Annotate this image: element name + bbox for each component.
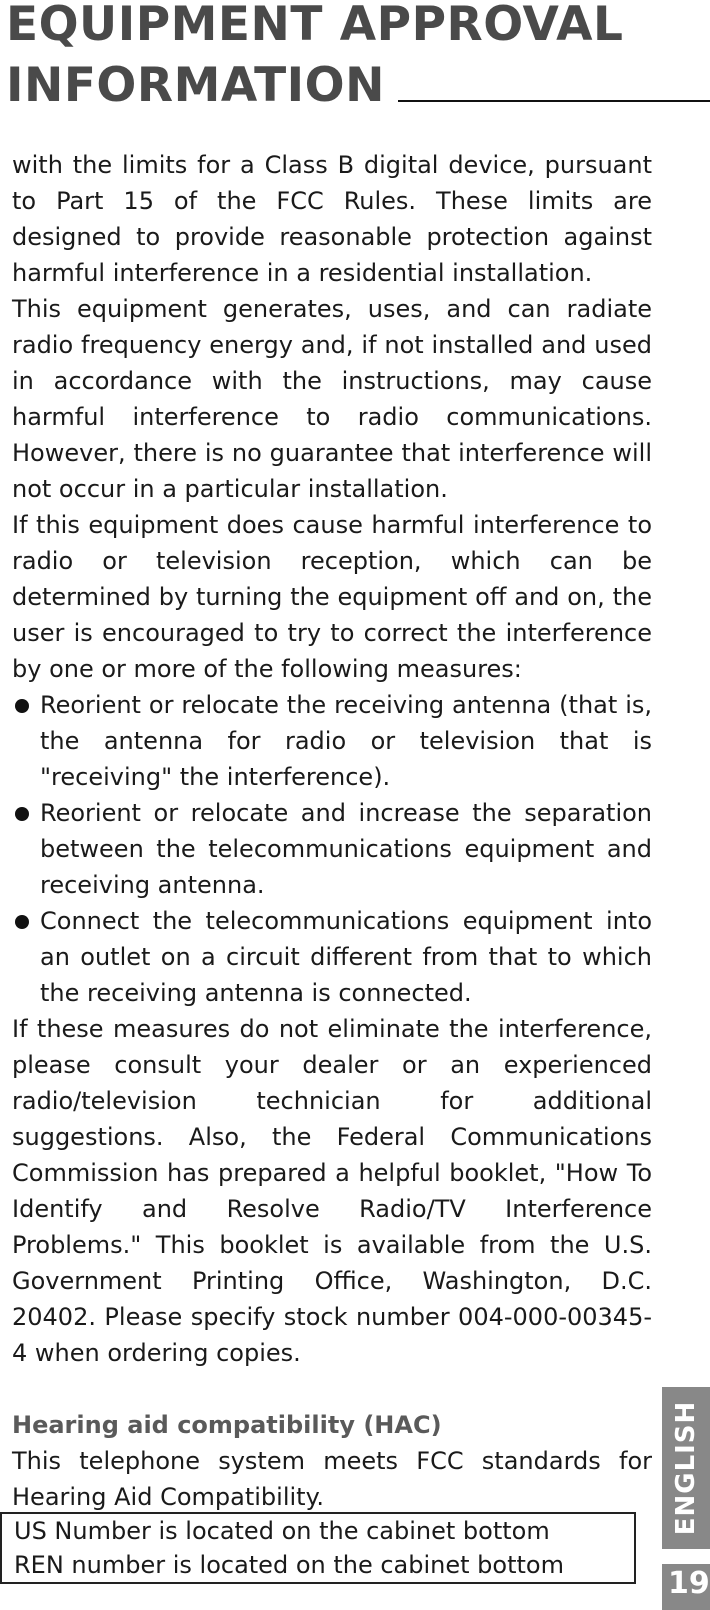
list-item <box>12 795 652 903</box>
page-number: 19 <box>668 1566 710 1601</box>
hac-paragraph: This telephone system meets FCC standards for Hearing Aid Compatibility. <box>12 1447 652 1511</box>
language-tab <box>662 1387 710 1549</box>
page-title-line-1: EQUIPMENT APPROVAL <box>6 0 624 52</box>
us-number-info-box <box>0 1512 636 1584</box>
list-item <box>12 687 652 795</box>
paragraph-consult-dealer: If these measures do not eliminate the interference, please consult your dealer or an experienced radio/television technician for additional suggestions. Also, the Federal Communications Commission has prepared a helpful booklet, "How To Identify and Resolve Radio/TV Interference Problems." This booklet is available from the U.S. Government Printing Office, Washington, D.C. 20402. Please specify stock number 004-000-00345-4 when ordering copies. <box>12 1015 652 1367</box>
language-tab-label: ENGLISH <box>671 1400 701 1536</box>
hac-heading: Hearing aid compatibility (HAC) <box>12 1411 442 1439</box>
page-title <box>6 0 646 116</box>
measures-list <box>12 687 652 1011</box>
bullet-icon <box>15 915 29 929</box>
paragraph-radio-energy: This equipment generates, uses, and can radiate radio frequency energy and, if not installed and used in accordance with the instructions, may cause harmful interference to radio communications. However, there is no guarantee that interference will not occur in a particular installation. <box>12 295 652 503</box>
us-number-line: US Number is located on the cabinet bottom <box>14 1517 550 1545</box>
bullet-icon <box>15 699 29 713</box>
ren-number-line: REN number is located on the cabinet bottom <box>14 1551 564 1579</box>
paragraph-interference-measures: If this equipment does cause harmful interference to radio or television reception, which can be determined by turning the equipment off and on, the user is encouraged to try to correct the interference by one or more of the following measures: <box>12 511 652 683</box>
list-item <box>12 903 652 1011</box>
list-item-text: Reorient or relocate the receiving antenna (that is, the antenna for radio or television that is "receiving" the interference). <box>40 691 652 791</box>
page-number-box <box>662 1564 710 1610</box>
body-content <box>12 147 652 1515</box>
paragraph-class-b-limits: with the limits for a Class B digital device, pursuant to Part 15 of the FCC Rules. These limits are designed to provide reasonable protection against harmful interference in a residential installation. <box>12 151 652 287</box>
list-item-text: Reorient or relocate and increase the separation between the telecommunications equipment and receiving antenna. <box>40 799 652 899</box>
bullet-icon <box>15 807 29 821</box>
list-item-text: Connect the telecommunications equipment into an outlet on a circuit different from that to which the receiving antenna is connected. <box>40 907 652 1007</box>
section-spacer <box>12 1371 652 1407</box>
page-title-line-2: INFORMATION <box>6 58 385 113</box>
title-divider <box>398 100 710 102</box>
